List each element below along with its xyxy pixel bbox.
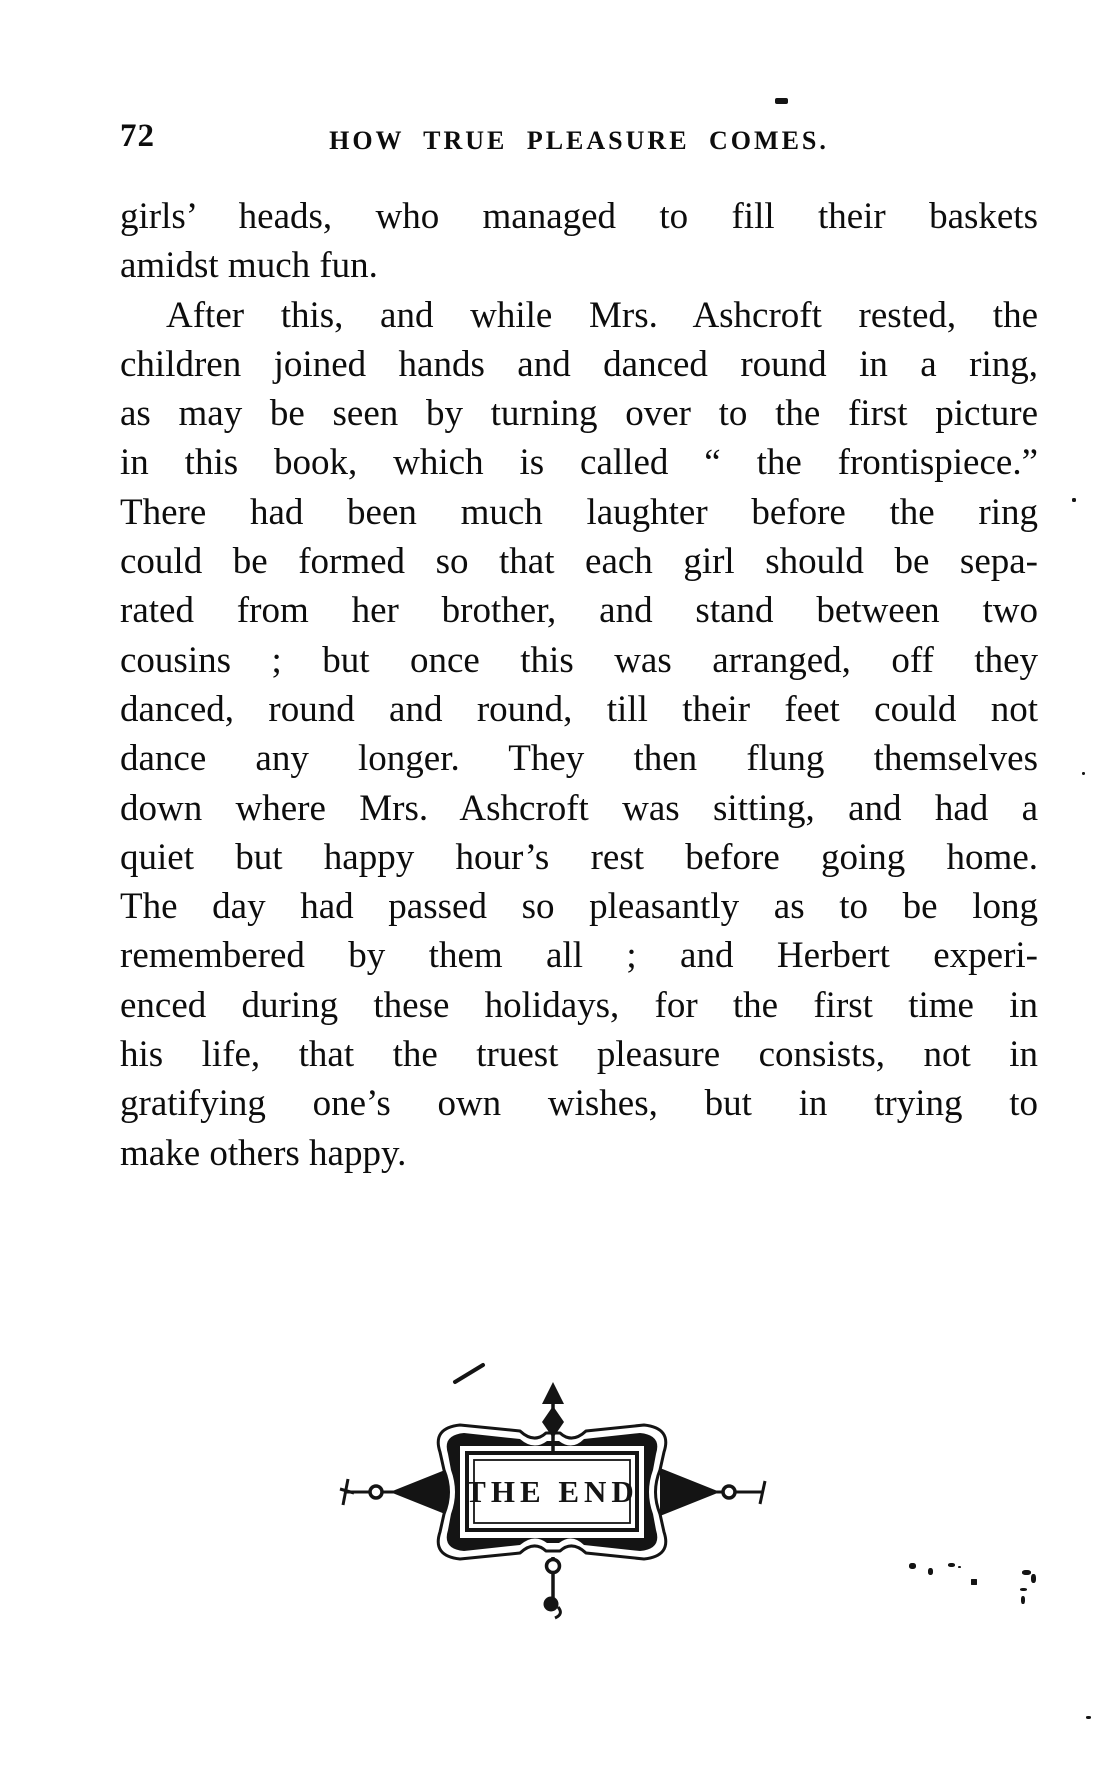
text-line: danced, round and round, till their feet could not	[120, 688, 1038, 730]
text-line: as may be seen by turning over to the first picture	[120, 393, 1038, 435]
text-line: amidst much fun.	[120, 245, 378, 287]
scan-speck	[1072, 498, 1076, 502]
end-ornament	[330, 1352, 780, 1652]
text-line: dance any longer. They then flung themselves	[120, 738, 1038, 780]
scan-speck	[1020, 1588, 1027, 1591]
scan-speck	[948, 1563, 955, 1567]
scan-speck	[928, 1568, 933, 1575]
text-line: make others happy.	[120, 1132, 407, 1174]
ornament-left-spear	[390, 1468, 450, 1516]
text-line: in this book, which is called “ the frontispiece.”	[120, 442, 1038, 484]
paragraph-1	[120, 192, 1038, 291]
scan-speck	[971, 1579, 977, 1585]
text-line: cousins ; but once this was arranged, off they	[120, 639, 1038, 681]
scan-speck	[1021, 1596, 1025, 1604]
text-line: remembered by them all ; and Herbert experi-	[120, 935, 1038, 977]
running-header: HOW TRUE PLEASURE COMES.	[329, 126, 829, 155]
body-text	[120, 192, 1038, 1178]
text-line: quiet but happy hour’s rest before going home.	[120, 836, 1038, 878]
text-line: down where Mrs. Ashcroft was sitting, and had a	[120, 787, 1038, 829]
scan-speck	[1022, 1570, 1031, 1575]
ornament-slash	[455, 1365, 483, 1382]
text-line: There had been much laughter before the ring	[120, 491, 1038, 533]
scan-speck	[775, 98, 788, 104]
scan-speck	[1031, 1574, 1036, 1583]
text-line: gratifying one’s own wishes, but in trying to	[120, 1083, 1038, 1125]
text-line: girls’ heads, who managed to fill their baskets	[120, 196, 1038, 237]
text-line: The day had passed so pleasantly as to be long	[120, 886, 1038, 928]
text-line: children joined hands and danced round in a ring,	[120, 343, 1038, 385]
scan-speck	[909, 1563, 916, 1569]
ornament-right-spear	[660, 1468, 720, 1516]
scan-speck	[958, 1566, 961, 1568]
scan-speck	[1082, 772, 1085, 775]
scan-speck	[1086, 1716, 1091, 1719]
text-line: could be formed so that each girl should be sepa-	[120, 541, 1038, 583]
text-line: enced during these holidays, for the first time in	[120, 984, 1038, 1026]
the-end-label: THE END	[465, 1474, 639, 1509]
paragraph-2	[120, 291, 1038, 1178]
text-line: After this, and while Mrs. Ashcroft rested, the	[166, 294, 1038, 336]
text-line: his life, that the truest pleasure consists, not in	[120, 1034, 1038, 1076]
text-line: rated from her brother, and stand between two	[120, 590, 1038, 632]
page-number: 72	[120, 118, 155, 154]
